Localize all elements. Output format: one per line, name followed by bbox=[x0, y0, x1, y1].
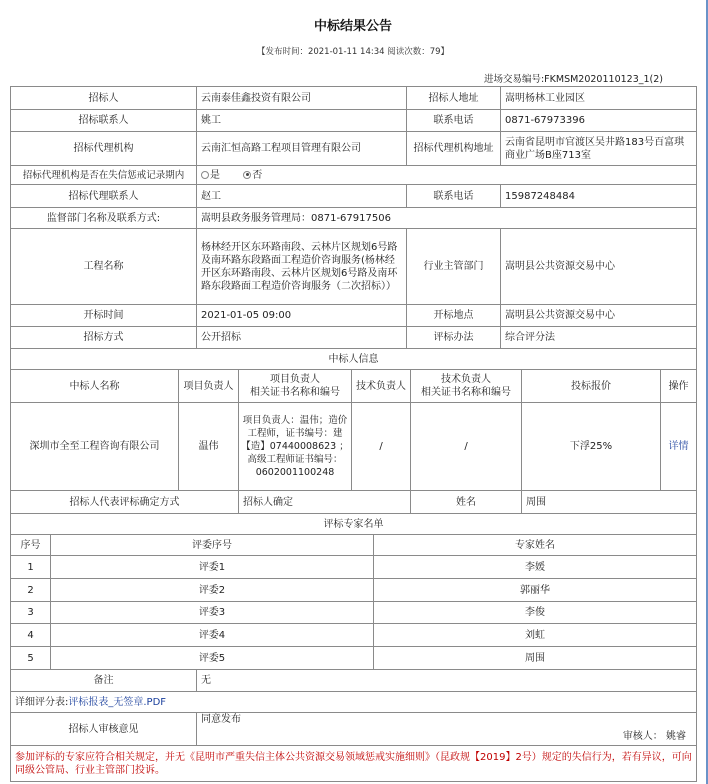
header-tech: 技术负责人 bbox=[352, 370, 411, 403]
tenderer-address-value: 嵩明杨林工业园区 bbox=[501, 87, 697, 110]
expert-name: 刘虹 bbox=[374, 624, 697, 647]
winner-tech: / bbox=[352, 403, 411, 491]
rep-method-label: 招标人代表评标确定方式 bbox=[11, 491, 239, 514]
supervisor-label: 监督部门名称及联系方式: bbox=[11, 208, 197, 229]
agency-address-label: 招标代理机构地址 bbox=[407, 132, 501, 166]
method-value: 公开招标 bbox=[197, 327, 407, 349]
header-pm: 项目负责人 bbox=[179, 370, 239, 403]
header-seq: 评委序号 bbox=[51, 535, 374, 556]
details-link[interactable]: 详情 bbox=[661, 403, 697, 491]
expert-row bbox=[11, 647, 697, 670]
header-op: 操作 bbox=[661, 370, 697, 403]
agency-phone-label: 联系电话 bbox=[407, 185, 501, 208]
header-no: 序号 bbox=[11, 535, 51, 556]
expert-name: 周围 bbox=[374, 647, 697, 670]
open-place-value: 嵩明县公共资源交易中心 bbox=[501, 305, 697, 327]
experts-table bbox=[10, 534, 697, 670]
expert-no: 4 bbox=[11, 624, 51, 647]
page-title: 中标结果公告 bbox=[313, 19, 392, 34]
opinion-label: 招标人审核意见 bbox=[11, 713, 197, 746]
expert-seq: 评委5 bbox=[51, 647, 374, 670]
header-pm-cert: 项目负责人 相关证书名称和编号 bbox=[239, 370, 352, 403]
basic-info-table bbox=[10, 86, 697, 370]
trade-number: 进场交易编号:FKMSM2020110123_1(2) bbox=[483, 74, 663, 85]
remark-label: 备注 bbox=[11, 670, 197, 692]
rep-name-value: 周围 bbox=[522, 491, 697, 514]
header-expert-name: 专家姓名 bbox=[374, 535, 697, 556]
open-place-label: 开标地点 bbox=[407, 305, 501, 327]
winner-pm-cert: 项目负责人：温伟；造价工程师，证书编号：建【造】07440008623 ；高级工程师证书编号：0602001100248 bbox=[239, 403, 352, 491]
tenderer-label: 招标人 bbox=[11, 87, 197, 110]
tenderer-contact-label: 招标联系人 bbox=[11, 110, 197, 132]
footer-table bbox=[10, 669, 697, 782]
agency-contact-label: 招标代理联系人 bbox=[11, 185, 197, 208]
radio-no[interactable] bbox=[243, 170, 262, 181]
expert-name: 李媛 bbox=[374, 556, 697, 579]
agency-label: 招标代理机构 bbox=[11, 132, 197, 166]
header-tech-cert: 技术负责人 相关证书名称和编号 bbox=[411, 370, 522, 403]
tenderer-address-label: 招标人地址 bbox=[407, 87, 501, 110]
expert-seq: 评委2 bbox=[51, 579, 374, 602]
expert-seq: 评委4 bbox=[51, 624, 374, 647]
rep-name-label: 姓名 bbox=[411, 491, 522, 514]
radio-yes-label: 是 bbox=[210, 169, 220, 181]
winner-table bbox=[10, 369, 697, 535]
dishonest-label: 招标代理机构是否在失信惩戒记录期内 bbox=[11, 166, 197, 185]
expert-name: 李俊 bbox=[374, 602, 697, 624]
rep-method-value: 招标人确定 bbox=[239, 491, 411, 514]
detail-score-label: 详细评分表: bbox=[15, 696, 69, 708]
tenderer-phone-label: 联系电话 bbox=[407, 110, 501, 132]
detail-score-link[interactable]: 评标报表_无签章.PDF bbox=[68, 696, 167, 708]
remark-value: 无 bbox=[197, 670, 697, 692]
industry-value: 嵩明县公共资源交易中心 bbox=[501, 229, 697, 305]
winner-pm: 温伟 bbox=[179, 403, 239, 491]
project-label: 工程名称 bbox=[11, 229, 197, 305]
industry-label: 行业主管部门 bbox=[407, 229, 501, 305]
winner-price: 下浮25% bbox=[522, 403, 661, 491]
project-value: 杨林经开区东环路南段、云林片区规划6号路及南环路东段路面工程造价咨询服务(杨林经开区东环路南段、云林片区规划6号路及南环路东段路面工程造价咨询服务（二次招标）） bbox=[197, 229, 407, 305]
radio-no-circle[interactable] bbox=[243, 171, 251, 179]
expert-seq: 评委3 bbox=[51, 602, 374, 624]
expert-no: 2 bbox=[11, 579, 51, 602]
method-label: 招标方式 bbox=[11, 327, 197, 349]
radio-yes[interactable] bbox=[201, 170, 220, 181]
dishonest-options bbox=[197, 166, 697, 185]
expert-row bbox=[11, 556, 697, 579]
radio-no-label: 否 bbox=[252, 169, 263, 181]
winner-section-title: 中标人信息 bbox=[11, 349, 697, 370]
eval-label: 评标办法 bbox=[407, 327, 501, 349]
agency-address-value: 云南省昆明市官渡区吴井路183号百富琪商业广场B座713室 bbox=[501, 132, 697, 166]
tenderer-contact-value: 姚工 bbox=[197, 110, 407, 132]
header-winner-name: 中标人名称 bbox=[11, 370, 179, 403]
publish-meta: 【发布时间：2021-01-11 14:34 阅读次数：79】 bbox=[256, 47, 450, 57]
open-time-label: 开标时间 bbox=[11, 305, 197, 327]
radio-yes-circle[interactable] bbox=[201, 171, 209, 179]
winner-tech-cert: / bbox=[411, 403, 522, 491]
expert-row bbox=[11, 624, 697, 647]
detail-score-row bbox=[11, 692, 697, 713]
expert-seq: 评委1 bbox=[51, 556, 374, 579]
supervisor-value: 嵩明县政务服务管理局：0871-67917506 bbox=[197, 208, 697, 229]
expert-no: 1 bbox=[11, 556, 51, 579]
eval-value: 综合评分法 bbox=[501, 327, 697, 349]
notice-text: 参加评标的专家应符合相关规定，并无《昆明市严重失信主体公共资源交易领域惩戒实施细则》（昆政规【2019】2号）规定的失信行为，若有异议，可向同级公管局、行业主管部门投诉。 bbox=[11, 746, 697, 782]
tenderer-value: 云南泰佳鑫投资有限公司 bbox=[197, 87, 407, 110]
winner-name: 深圳市全至工程咨询有限公司 bbox=[11, 403, 179, 491]
opinion-value: 同意发布 bbox=[201, 714, 241, 725]
tenderer-phone-value: 0871-67973396 bbox=[501, 110, 697, 132]
expert-row bbox=[11, 602, 697, 624]
agency-phone-value: 15987248484 bbox=[501, 185, 697, 208]
expert-no: 5 bbox=[11, 647, 51, 670]
reviewer: 审核人： 姚睿 bbox=[622, 731, 686, 742]
expert-no: 3 bbox=[11, 602, 51, 624]
opinion-box bbox=[201, 713, 692, 745]
open-time-value: 2021-01-05 09:00 bbox=[197, 305, 407, 327]
agency-value: 云南汇恒高路工程项目管理有限公司 bbox=[197, 132, 407, 166]
header-price: 投标报价 bbox=[522, 370, 661, 403]
experts-section-title: 评标专家名单 bbox=[11, 514, 697, 535]
expert-name: 郭丽华 bbox=[374, 579, 697, 602]
agency-contact-value: 赵工 bbox=[197, 185, 407, 208]
expert-row bbox=[11, 579, 697, 602]
